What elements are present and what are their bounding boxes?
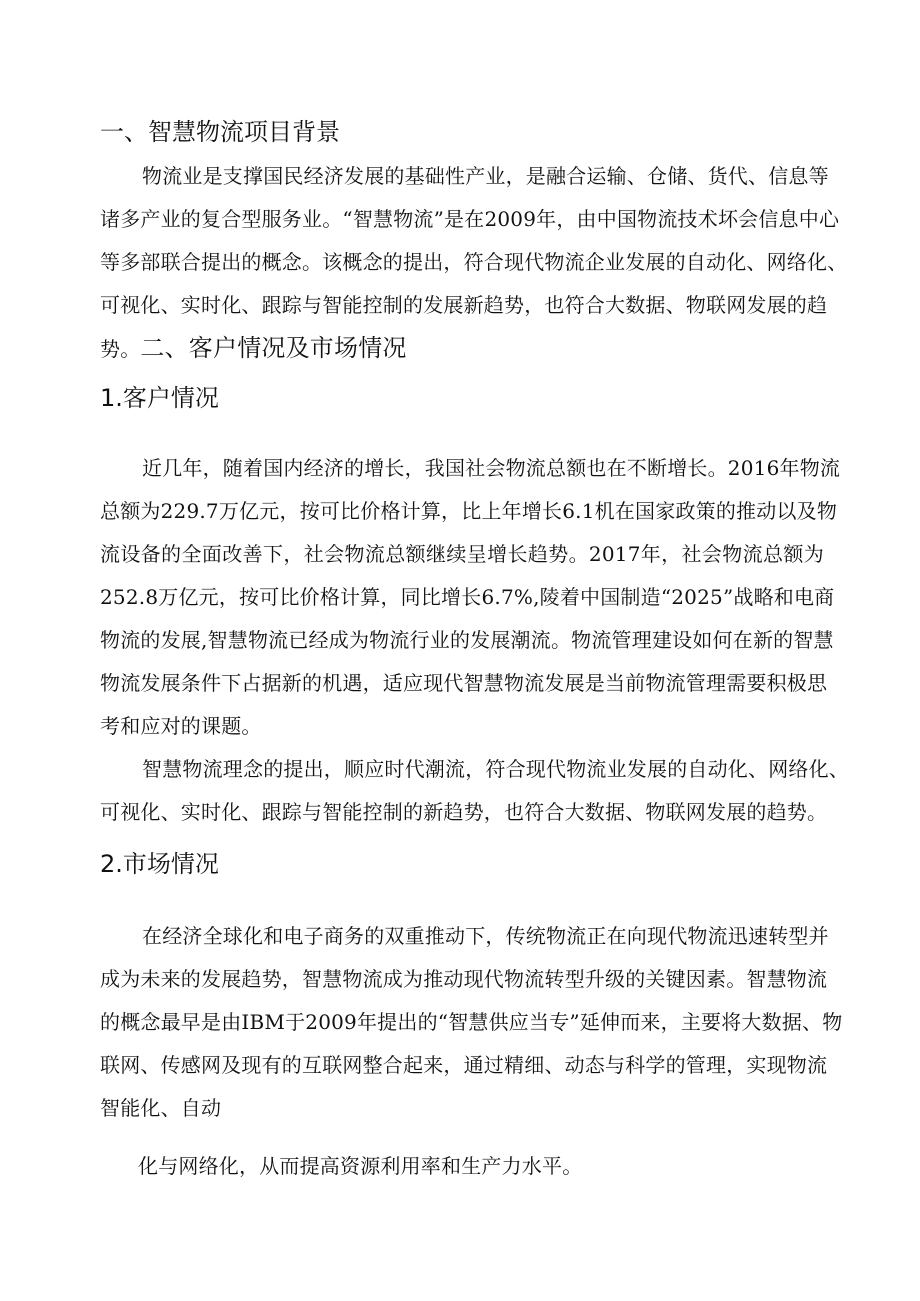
subsection-2-line: 联网、传感网及现有的互联网整合起来，通过精细、动态与科学的管理，实现物流 — [100, 1053, 828, 1077]
section-1-line: 可视化、实时化、跟踪与智能控制的发展新趋势，也符合大数据、物联网发展的趋 — [100, 293, 828, 317]
subsection-2-heading: 2.市场情况 — [100, 850, 219, 878]
subsection-2-line: 成为未来的发展趋势，智慧物流成为推动现代物流转型升级的关键因素。智慧物流 — [100, 967, 828, 991]
section-1-line: 诸多产业的复合型服务业。“智慧物流”是在2009年，由中国物流技术坏会信息中心 — [100, 207, 840, 231]
section-1-tail: 势。 — [100, 337, 141, 361]
subsection-1-line: 物流发展条件下占据新的机遇，适应现代智慧物流发展是当前物流管理需要积极思 — [100, 671, 828, 695]
subsection-2-line: 化与网络化，从而提高资源利用率和生产力水平。 — [138, 1154, 583, 1178]
subsection-1-line: 总额为229.7万亿元，按可比价格计算，比上年增长6.1机在国家政策的推动以及物 — [100, 499, 838, 523]
subsection-1-line: 近几年，随着国内经济的增长，我国社会物流总额也在不断增长。2016年物流 — [142, 456, 841, 480]
section-1-heading: 一、智慧物流项目背景 — [100, 118, 340, 146]
subsection-1-line: 252.8万亿元，按可比价格计算，同比增长6.7%,陵着中国制造“2025”战略和电商 — [100, 585, 835, 609]
section-1-line: 等多部联合提出的概念。该概念的提出，符合现代物流企业发展的自动化、网络化、 — [100, 250, 848, 274]
subsection-2-line: 在经济全球化和电子商务的双重推动下，传统物流正在向现代物流迅速转型并 — [142, 924, 829, 948]
subsection-1-heading: 1.客户情况 — [100, 384, 219, 412]
subsection-2-line: 的概念最早是由IBM于2009年提出的“智慧供应当专”延伸而来，主要将大数据、物 — [100, 1010, 843, 1034]
section-1-last-line — [100, 334, 824, 363]
section-1-line: 物流业是支撑国民经济发展的基础性产业，是融合运输、仓储、货代、信息等 — [142, 164, 829, 188]
section-2-heading: 二、客户情况及市场情况 — [140, 334, 407, 362]
subsection-1-line: 可视化、实时化、跟踪与智能控制的新趋势，也符合大数据、物联网发展的趋势。 — [100, 800, 828, 824]
subsection-1-line: 考和应对的课题。 — [100, 714, 262, 738]
subsection-1-line: 物流的发展,智慧物流已经成为物流行业的发展潮流。物流管理建设如何在新的智慧 — [100, 628, 834, 652]
subsection-2-line: 智能化、自动 — [100, 1096, 222, 1120]
subsection-1-line: 流设备的全面改善下，社会物流总额继续呈增长趋势。2017年，社会物流总额为 — [100, 542, 824, 566]
subsection-1-line: 智慧物流理念的提出，顺应时代潮流，符合现代物流业发展的自动化、网络化、 — [142, 757, 849, 781]
